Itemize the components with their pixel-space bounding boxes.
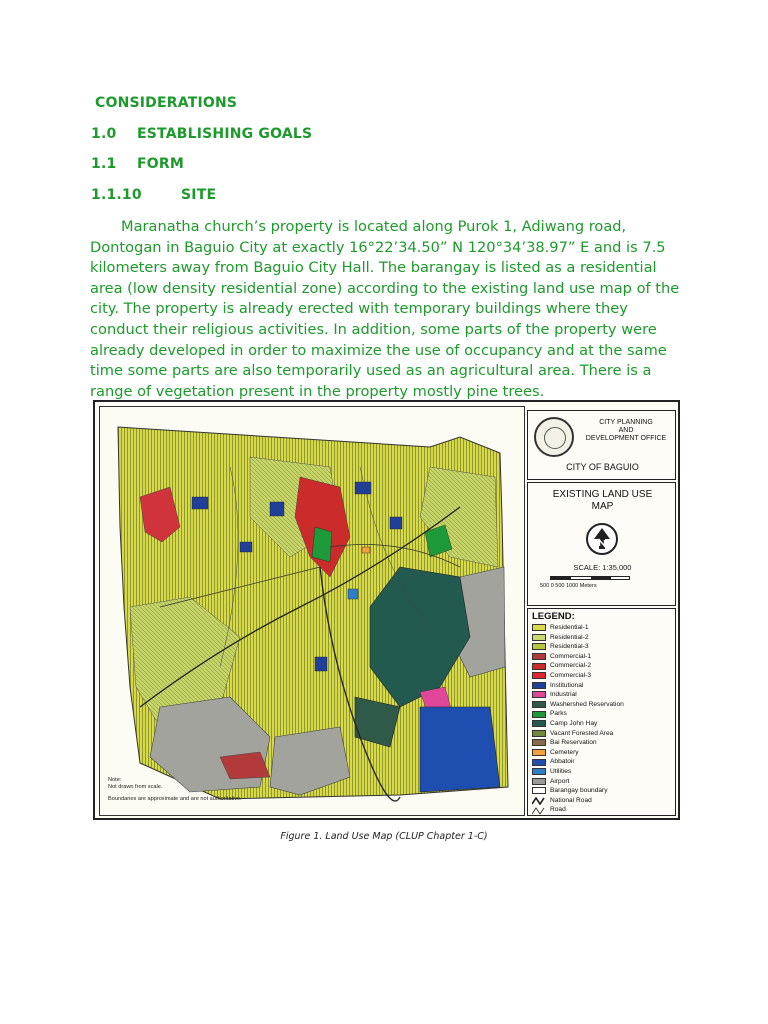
legend-swatch [532,691,546,698]
legend-swatch [532,797,546,804]
paragraph-line: area (low density residential zone) according to the existing land use map of the [90,279,680,297]
map-title: EXISTING LAND USE MAP [552,489,653,512]
legend-label: Utilities [550,767,572,775]
legend-label: Cemetery [550,748,579,756]
paragraph-line: city. The property is already erected with temporary buildings where they [90,300,628,318]
legend-swatch [532,768,546,775]
heading-number: 1.0 [91,126,117,142]
legend-item [532,786,674,796]
legend-label: Abbatoir [550,758,575,766]
legend-swatch [532,778,546,785]
office-city: CITY OF BAGUIO [566,462,639,472]
legend-item [532,738,674,748]
legend-swatch [532,663,546,670]
legend-swatch [532,701,546,708]
legend-label: Commercial-2 [550,662,592,670]
paragraph-line: conduct their religious activities. In addition, some parts of the property were [90,320,657,338]
legend-label: Commercial-1 [550,652,592,660]
map-legend [527,608,676,816]
legend-item [532,671,674,681]
paragraph-line: time some parts are also temporarily used as an agricultural area. There is a [90,362,652,380]
legend-item [532,652,674,662]
legend-item [532,690,674,700]
legend-title: LEGEND: [532,611,575,622]
legend-swatch [532,730,546,737]
legend-label: Industrial [550,691,577,699]
legend-item [532,748,674,758]
paragraph-line: Maranatha church’s property is located along Purok 1, Adiwang road, [121,218,627,235]
city-seal-logo [534,417,574,457]
heading-label: ESTABLISHING GOALS [137,126,313,142]
legend-label: Road [550,806,566,814]
map-note [108,777,308,803]
site-description-paragraph [90,217,690,402]
paragraph-line: range of vegetation present in the property mostly pine trees. [90,382,545,400]
note-line: Boundaries are approximate and are not authoritative. [108,796,242,802]
legend-item [532,729,674,739]
legend-item [532,681,674,691]
legend-item [532,700,674,710]
legend-label: Residential-2 [550,633,589,641]
paragraph-line: kilometers away from Baguio City Hall. The barangay is listed as a residential [90,259,657,277]
legend-label: Residential-1 [550,624,589,631]
land-use-map-figure [93,400,680,820]
legend-item [532,796,674,806]
legend-swatch [532,787,546,794]
legend-label: Airport [550,777,570,785]
legend-item [532,777,674,787]
legend-label: Camp John Hay [550,719,598,727]
legend-item [532,805,674,815]
heading-number: 1.1.10 [91,187,142,203]
legend-label: Washershed Reservation [550,700,624,708]
legend-swatch [532,739,546,746]
legend-item [532,633,674,643]
legend-item [532,757,674,767]
legend-item [532,709,674,719]
legend-label: Parks [550,710,567,718]
legend-label: National Road [550,796,592,804]
legend-label: Institutional [550,681,584,689]
legend-swatch [532,749,546,756]
heading-label: SITE [181,187,217,203]
map-frame [93,400,680,820]
map-title-block [527,482,676,606]
legend-item [532,642,674,652]
map-sidebar [527,406,676,816]
legend-item [532,719,674,729]
heading-number: 1.1 [91,156,117,172]
legend-label: Bai Reservation [550,739,597,747]
office-name: CITY PLANNING AND DEVELOPMENT OFFICE [585,419,667,442]
legend-label: Vacant Forested Area [550,729,614,737]
map-drawing [99,406,525,816]
legend-swatch [532,653,546,660]
legend-item [532,661,674,671]
scale-ticks: 500 0 500 1000 Meters [540,583,597,589]
map-scale: SCALE: 1:35,000 [573,563,632,572]
legend-swatch [532,643,546,650]
legend-swatch [532,807,546,814]
legend-label: Residential-3 [550,643,589,651]
legend-swatch [532,672,546,679]
legend-swatch [532,682,546,689]
office-block [527,410,676,480]
section-heading-considerations: CONSIDERATIONS [95,95,238,111]
legend-swatch [532,634,546,641]
legend-swatch [532,624,546,631]
note-line: Not drawn from scale. [108,784,163,790]
legend-list [532,623,674,815]
legend-swatch [532,720,546,727]
legend-item [532,767,674,777]
north-arrow-icon [586,523,618,555]
legend-swatch [532,711,546,718]
paragraph-line: Dontogan in Baguio City at exactly 16°22’34.50” N 120°34’38.97” E and is 7.5 [90,238,666,256]
legend-label: Barangay boundary [550,787,608,795]
note-title: Note: [108,777,122,783]
figure-caption: Figure 1. Land Use Map (CLUP Chapter 1-C) [280,831,488,842]
legend-swatch [532,759,546,766]
heading-label: FORM [137,156,184,172]
legend-item [532,623,674,633]
land-use-map-image [100,407,525,816]
paragraph-line: already developed in order to maximize the use of occupancy and at the same [90,341,667,359]
legend-label: Commercial-3 [550,671,592,679]
scale-bar [550,576,630,580]
